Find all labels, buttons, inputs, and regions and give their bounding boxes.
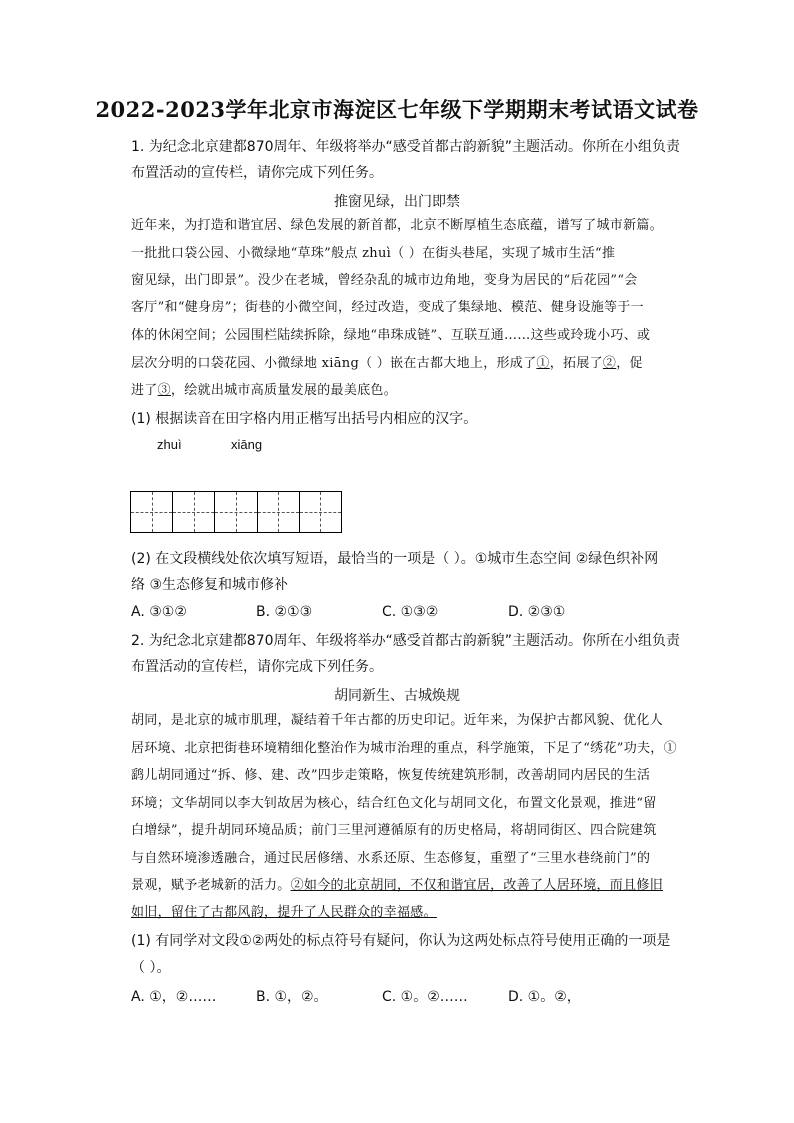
q1-stem-line2: 布置活动的宣传栏，请你完成下列任务。	[131, 165, 383, 181]
q1-passage-line: 体的休闲空间；公园围栏陆续拆除，绿地“串珠成链”、互联互通……这些或玲珑小巧、或	[131, 328, 651, 343]
q1-option-a: A. ③①②	[131, 604, 187, 620]
q2-sub1-line1: (1) 有同学对文段①②两处的标点符号有疑问，你认为这两处标点符号使用正确的一项是	[131, 933, 671, 949]
q1-passage-text: ，促	[616, 356, 643, 371]
q1-passage-text: 进了	[131, 383, 158, 398]
q2-passage-line-8	[131, 903, 437, 923]
tianzi-cell	[173, 492, 215, 532]
tianzi-cell	[258, 492, 300, 532]
q2-passage-line: 鹞儿胡同通过“拆、修、建、改”四步走策略，恢复传统建筑形制，改善胡同内居民的生活	[131, 768, 651, 783]
blank-1: ①	[536, 356, 550, 371]
q1-passage-title: 推窗见绿，出门即禁	[334, 194, 460, 210]
q2-passage-title: 胡同新生、古城焕规	[334, 688, 460, 704]
q2-passage-line: 居环境、北京把街巷环境精细化整治作为城市治理的重点，科学施策，下足了“绣花”功夫，①	[131, 741, 677, 756]
q1-passage-line-6	[131, 354, 643, 374]
tianzi-cell	[215, 492, 257, 532]
blank-2: ②	[602, 356, 617, 371]
q1-passage-line: 窗见绿，出门即景”。没少在老城，曾经杂乱的城市边角地，变身为居民的“后花园”“会	[131, 273, 638, 288]
q1-sub1: (1) 根据读音在田字格内用正楷写出括号内相应的汉字。	[131, 411, 478, 427]
underlined-sentence: ②如今的北京胡同，不仅和谐宜居，改善了人居环境，而且修旧	[290, 878, 664, 893]
pinyin-xiang: xiāng	[231, 437, 263, 452]
q1-sub2-line1: (2) 在文段横线处依次填写短语，最恰当的一项是（ ）。①城市生态空间 ②绿色织补网	[131, 551, 659, 567]
q2-stem-line1: 2. 为纪念北京建都870周年、年级将举办“感受首都古韵新貌”主题活动。你所在小组负责	[131, 633, 681, 649]
q1-option-b: B. ②①③	[256, 604, 313, 620]
q2-passage-line: 环境；文华胡同以李大钊故居为核心，结合红色文化与胡同文化，布置文化景观，推进“留	[131, 796, 657, 811]
q2-passage-line: 白增绿”，提升胡同环境品质；前门三里河遵循原有的历史格局，将胡同街区、四合院建筑	[131, 823, 657, 838]
q1-passage-line-7	[131, 381, 397, 401]
q1-stem-line1: 1. 为纪念北京建都870周年、年级将举办“感受首都古韵新貌”主题活动。你所在小组负责	[131, 139, 681, 155]
q2-passage-line-7	[131, 876, 663, 896]
tianzi-cell	[300, 492, 341, 532]
q2-passage-text: 景观，赋予老城新的活力。	[131, 878, 291, 893]
q1-option-d: D. ②③①	[508, 604, 566, 620]
q2-option-d: D. ①。②，	[508, 989, 581, 1005]
q1-passage-line-6-text: 层次分明的口袋花园、小微绿地 xiāng（ ）嵌在古都大地上，形成了	[131, 356, 537, 371]
blank-3: ③	[157, 383, 171, 398]
q2-option-a: A. ①，②……	[131, 989, 217, 1005]
q1-sub2-line2: 络 ③生态修复和城市修补	[131, 577, 289, 593]
q2-passage-line: 与自然环境渗透融合，通过民居修缮、水系还原、生态修复，重塑了“三里水巷绕前门”的	[131, 851, 651, 866]
page-title: 2022-2023学年北京市海淀区七年级下学期期末考试语文试卷	[95, 97, 699, 122]
tianzi-grid	[130, 491, 342, 533]
pinyin-zhui: zhuì	[157, 437, 182, 452]
tianzi-cell	[131, 492, 173, 532]
q2-stem-line2: 布置活动的宣传栏，请你完成下列任务。	[131, 659, 383, 675]
q1-passage-text: ，拓展了	[549, 356, 603, 371]
underlined-sentence: 如旧，留住了古都风韵，提升了人民群众的幸福感。	[131, 905, 437, 920]
q1-passage-text: ，绘就出城市高质量发展的最美底色。	[170, 383, 398, 398]
q2-sub1-line2: （ ）。	[131, 960, 171, 976]
q1-option-c: C. ①③②	[382, 604, 439, 620]
q2-option-c: C. ①。②……	[382, 989, 468, 1005]
q1-passage-line: 近年来，为打造和谐宜居、绿色发展的新首都，北京不断厚植生态底蕴，谱写了城市新篇。	[131, 218, 664, 233]
q2-passage-line: 胡同，是北京的城市肌理，凝结着千年古都的历史印记。近年来，为保护古都风貌、优化人	[131, 713, 664, 728]
q2-option-b: B. ①，②。	[256, 989, 328, 1005]
q1-passage-line: 客厅”和“健身房”；街巷的小微空间，经过改造，变成了集绿地、模范、健身设施等于一	[131, 300, 644, 315]
q1-passage-line: 一批批口袋公园、小微绿地“草珠”般点 zhuì（ ）在街头巷尾，实现了城市生活“推	[131, 246, 616, 261]
